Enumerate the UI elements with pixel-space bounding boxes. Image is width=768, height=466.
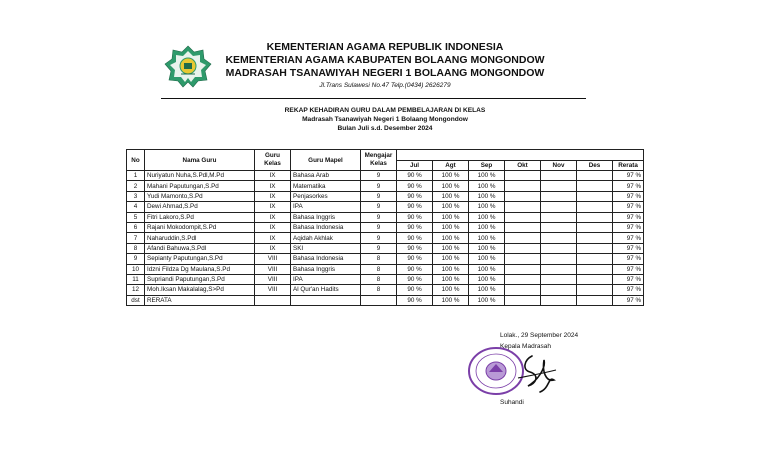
cell-nov: [541, 191, 577, 201]
cell-des: [577, 254, 613, 264]
cell-okt: [505, 222, 541, 232]
cell-nama: Rajani Mokodompit,S.Pd: [145, 222, 255, 232]
cell-mengajar: 9: [361, 243, 397, 253]
cell-nama: Afandi Bahuwa,S.Pdl: [145, 243, 255, 253]
footer-label: RERATA: [145, 295, 255, 305]
cell-no: 4: [127, 202, 145, 212]
cell-sep: 100 %: [469, 181, 505, 191]
kemenag-logo: [163, 44, 213, 88]
cell-des: [577, 202, 613, 212]
school-address: Jl.Trans Sulawesi No.47 Telp.(0434) 2626279: [319, 82, 451, 89]
cell-rerata: 97 %: [613, 285, 644, 295]
cell-jul: 90 %: [397, 264, 433, 274]
report-title: REKAP KEHADIRAN GURU DALAM PEMBELAJARAN DI KELAS: [284, 107, 486, 114]
cell-kelas: IX: [255, 171, 291, 181]
cell-no: 7: [127, 233, 145, 243]
cell-rerata: 97 %: [613, 191, 644, 201]
cell-agt: 100 %: [433, 202, 469, 212]
cell-mengajar: 9: [361, 212, 397, 222]
cell-sep: 100 %: [469, 222, 505, 232]
header-no: No: [127, 150, 145, 171]
table-header-row: [127, 150, 644, 161]
report-subtitle: Madrasah Tsanawiyah Negeri 1 Bolaang Mongondow: [302, 116, 468, 123]
cell-sep: 100 %: [469, 254, 505, 264]
cell-nov: [541, 212, 577, 222]
cell-des: [577, 233, 613, 243]
cell-okt: [505, 254, 541, 264]
header-des: Des: [577, 160, 613, 171]
ministry-title: KEMENTERIAN AGAMA REPUBLIK INDONESIA: [266, 41, 504, 53]
cell-jul: 90 %: [397, 222, 433, 232]
cell-okt: [505, 212, 541, 222]
cell-kelas: IX: [255, 233, 291, 243]
cell-des: [577, 212, 613, 222]
header-rerata: Rerata: [613, 160, 644, 171]
cell-nama: Supriandi Paputungan,S.Pd: [145, 274, 255, 284]
cell-nov: [541, 202, 577, 212]
header-month-group: [397, 150, 644, 161]
footer-empty: [291, 295, 361, 305]
cell-des: [577, 222, 613, 232]
cell-mengajar: 8: [361, 264, 397, 274]
cell-kelas: VIII: [255, 274, 291, 284]
cell-jul: 90 %: [397, 243, 433, 253]
cell-jul: 90 %: [397, 212, 433, 222]
cell-jul: 90 %: [397, 285, 433, 295]
cell-no: 10: [127, 264, 145, 274]
cell-agt: 100 %: [433, 222, 469, 232]
cell-mapel: Al Qur'an Hadits: [291, 285, 361, 295]
table-row: [127, 274, 644, 284]
cell-rerata: 97 %: [613, 254, 644, 264]
cell-no: 8: [127, 243, 145, 253]
letterhead: [220, 41, 550, 90]
footer-no: dst: [127, 295, 145, 305]
cell-no: 2: [127, 181, 145, 191]
cell-sep: 100 %: [469, 171, 505, 181]
cell-rerata: 97 %: [613, 274, 644, 284]
report-heading: [200, 106, 570, 133]
school-title: MADRASAH TSANAWIYAH NEGERI 1 BOLAANG MONGONDOW: [225, 67, 545, 79]
cell-mapel: Bahasa Indonesia: [291, 254, 361, 264]
cell-sep: 100 %: [469, 274, 505, 284]
handwritten-signature: [510, 350, 560, 396]
cell-mengajar: 9: [361, 233, 397, 243]
table-row: [127, 202, 644, 212]
signature-place-date: Lolak., 29 September 2024: [500, 332, 579, 339]
cell-nama: Sepianty Paputungan,S.Pd: [145, 254, 255, 264]
signature-position: Kepala Madrasah: [500, 343, 551, 350]
table-row: [127, 191, 644, 201]
cell-agt: 100 %: [433, 254, 469, 264]
table-row: [127, 254, 644, 264]
cell-jul: 90 %: [397, 191, 433, 201]
footer-jul: 90 %: [397, 295, 433, 305]
cell-des: [577, 243, 613, 253]
cell-nama: Yudi Mamonto,S.Pd: [145, 191, 255, 201]
cell-okt: [505, 243, 541, 253]
header-agt: Agt: [433, 160, 469, 171]
cell-rerata: 97 %: [613, 181, 644, 191]
table-footer-row: [127, 295, 644, 305]
cell-nama: Mahani Paputungan,S.Pd: [145, 181, 255, 191]
footer-empty: [505, 295, 541, 305]
cell-rerata: 97 %: [613, 202, 644, 212]
footer-empty: [577, 295, 613, 305]
cell-no: 12: [127, 285, 145, 295]
cell-mapel: Penjasorkes: [291, 191, 361, 201]
cell-agt: 100 %: [433, 264, 469, 274]
cell-agt: 100 %: [433, 171, 469, 181]
header-mengajar-kelas: Mengajar Kelas: [361, 150, 397, 171]
cell-nama: Moh.Iksan Makalalag,S>Pd: [145, 285, 255, 295]
cell-agt: 100 %: [433, 233, 469, 243]
footer-agt: 100 %: [433, 295, 469, 305]
report-period: Bulan Juli s.d. Desember 2024: [337, 125, 433, 132]
cell-sep: 100 %: [469, 243, 505, 253]
cell-mapel: SKI: [291, 243, 361, 253]
cell-kelas: IX: [255, 191, 291, 201]
cell-jul: 90 %: [397, 202, 433, 212]
cell-okt: [505, 202, 541, 212]
table-row: [127, 285, 644, 295]
cell-agt: 100 %: [433, 243, 469, 253]
cell-okt: [505, 233, 541, 243]
table-row: [127, 212, 644, 222]
header-sep: Sep: [469, 160, 505, 171]
cell-nov: [541, 274, 577, 284]
cell-okt: [505, 285, 541, 295]
header-okt: Okt: [505, 160, 541, 171]
cell-okt: [505, 264, 541, 274]
cell-jul: 90 %: [397, 171, 433, 181]
cell-mengajar: 8: [361, 254, 397, 264]
cell-nov: [541, 222, 577, 232]
table-row: [127, 171, 644, 181]
cell-nama: Dewi Ahmad,S.Pd: [145, 202, 255, 212]
cell-nov: [541, 264, 577, 274]
cell-mengajar: 9: [361, 191, 397, 201]
cell-jul: 90 %: [397, 233, 433, 243]
cell-nov: [541, 254, 577, 264]
cell-mengajar: 9: [361, 171, 397, 181]
cell-kelas: VIII: [255, 254, 291, 264]
footer-sep: 100 %: [469, 295, 505, 305]
table-row: [127, 233, 644, 243]
cell-mengajar: 8: [361, 274, 397, 284]
signatory-name: Suhandi: [500, 399, 524, 406]
table-row: [127, 243, 644, 253]
cell-kelas: IX: [255, 212, 291, 222]
cell-mengajar: 8: [361, 285, 397, 295]
cell-sep: 100 %: [469, 191, 505, 201]
cell-rerata: 97 %: [613, 222, 644, 232]
cell-des: [577, 191, 613, 201]
cell-sep: 100 %: [469, 202, 505, 212]
cell-sep: 100 %: [469, 264, 505, 274]
cell-rerata: 97 %: [613, 212, 644, 222]
cell-rerata: 97 %: [613, 233, 644, 243]
cell-okt: [505, 171, 541, 181]
cell-mapel: Aqidah Akhlak: [291, 233, 361, 243]
cell-kelas: IX: [255, 243, 291, 253]
cell-nama: Fitri Lakoro,S.Pd: [145, 212, 255, 222]
cell-des: [577, 181, 613, 191]
footer-rerata: 97 %: [613, 295, 644, 305]
cell-nama: Nuriyatun Nuha,S.Pdl,M.Pd: [145, 171, 255, 181]
header-nov: Nov: [541, 160, 577, 171]
cell-jul: 90 %: [397, 254, 433, 264]
table-row: [127, 222, 644, 232]
cell-sep: 100 %: [469, 212, 505, 222]
cell-rerata: 97 %: [613, 171, 644, 181]
cell-no: 5: [127, 212, 145, 222]
footer-empty: [255, 295, 291, 305]
cell-agt: 100 %: [433, 191, 469, 201]
cell-mapel: IPA: [291, 274, 361, 284]
cell-rerata: 97 %: [613, 243, 644, 253]
cell-no: 1: [127, 171, 145, 181]
cell-des: [577, 171, 613, 181]
cell-des: [577, 264, 613, 274]
table-row: [127, 264, 644, 274]
cell-no: 6: [127, 222, 145, 232]
cell-nov: [541, 243, 577, 253]
letterhead-divider: [161, 98, 586, 99]
cell-jul: 90 %: [397, 181, 433, 191]
cell-mapel: Bahasa Arab: [291, 171, 361, 181]
cell-sep: 100 %: [469, 233, 505, 243]
cell-kelas: VIII: [255, 264, 291, 274]
cell-kelas: IX: [255, 202, 291, 212]
attendance-table: [126, 149, 644, 306]
cell-nov: [541, 181, 577, 191]
cell-mengajar: 9: [361, 222, 397, 232]
footer-empty: [361, 295, 397, 305]
cell-mengajar: 9: [361, 202, 397, 212]
cell-okt: [505, 191, 541, 201]
regency-office-title: KEMENTERIAN AGAMA KABUPATEN BOLAANG MONGONDOW: [225, 54, 545, 66]
cell-sep: 100 %: [469, 285, 505, 295]
cell-agt: 100 %: [433, 181, 469, 191]
header-guru-kelas: Guru Kelas: [255, 150, 291, 171]
cell-agt: 100 %: [433, 285, 469, 295]
cell-no: 11: [127, 274, 145, 284]
cell-mengajar: 9: [361, 181, 397, 191]
cell-rerata: 97 %: [613, 264, 644, 274]
footer-empty: [541, 295, 577, 305]
cell-jul: 90 %: [397, 274, 433, 284]
cell-agt: 100 %: [433, 212, 469, 222]
cell-nama: Naharuddin,S.Pdl: [145, 233, 255, 243]
cell-nov: [541, 171, 577, 181]
cell-mapel: Matematika: [291, 181, 361, 191]
cell-okt: [505, 181, 541, 191]
cell-des: [577, 274, 613, 284]
header-jul: Jul: [397, 160, 433, 171]
cell-agt: 100 %: [433, 274, 469, 284]
header-guru-mapel: Guru Mapel: [291, 150, 361, 171]
cell-nama: Idzni Fildza Dg Maulana,S.Pd: [145, 264, 255, 274]
header-nama-guru: Nama Guru: [145, 150, 255, 171]
cell-kelas: IX: [255, 222, 291, 232]
cell-okt: [505, 274, 541, 284]
cell-kelas: IX: [255, 181, 291, 191]
cell-nov: [541, 285, 577, 295]
cell-mapel: IPA: [291, 202, 361, 212]
cell-no: 3: [127, 191, 145, 201]
cell-nov: [541, 233, 577, 243]
cell-mapel: Bahasa Inggris: [291, 264, 361, 274]
cell-mapel: Bahasa Inggris: [291, 212, 361, 222]
cell-des: [577, 285, 613, 295]
cell-kelas: VIII: [255, 285, 291, 295]
table-row: [127, 181, 644, 191]
cell-no: 9: [127, 254, 145, 264]
cell-mapel: Bahasa Indonesia: [291, 222, 361, 232]
